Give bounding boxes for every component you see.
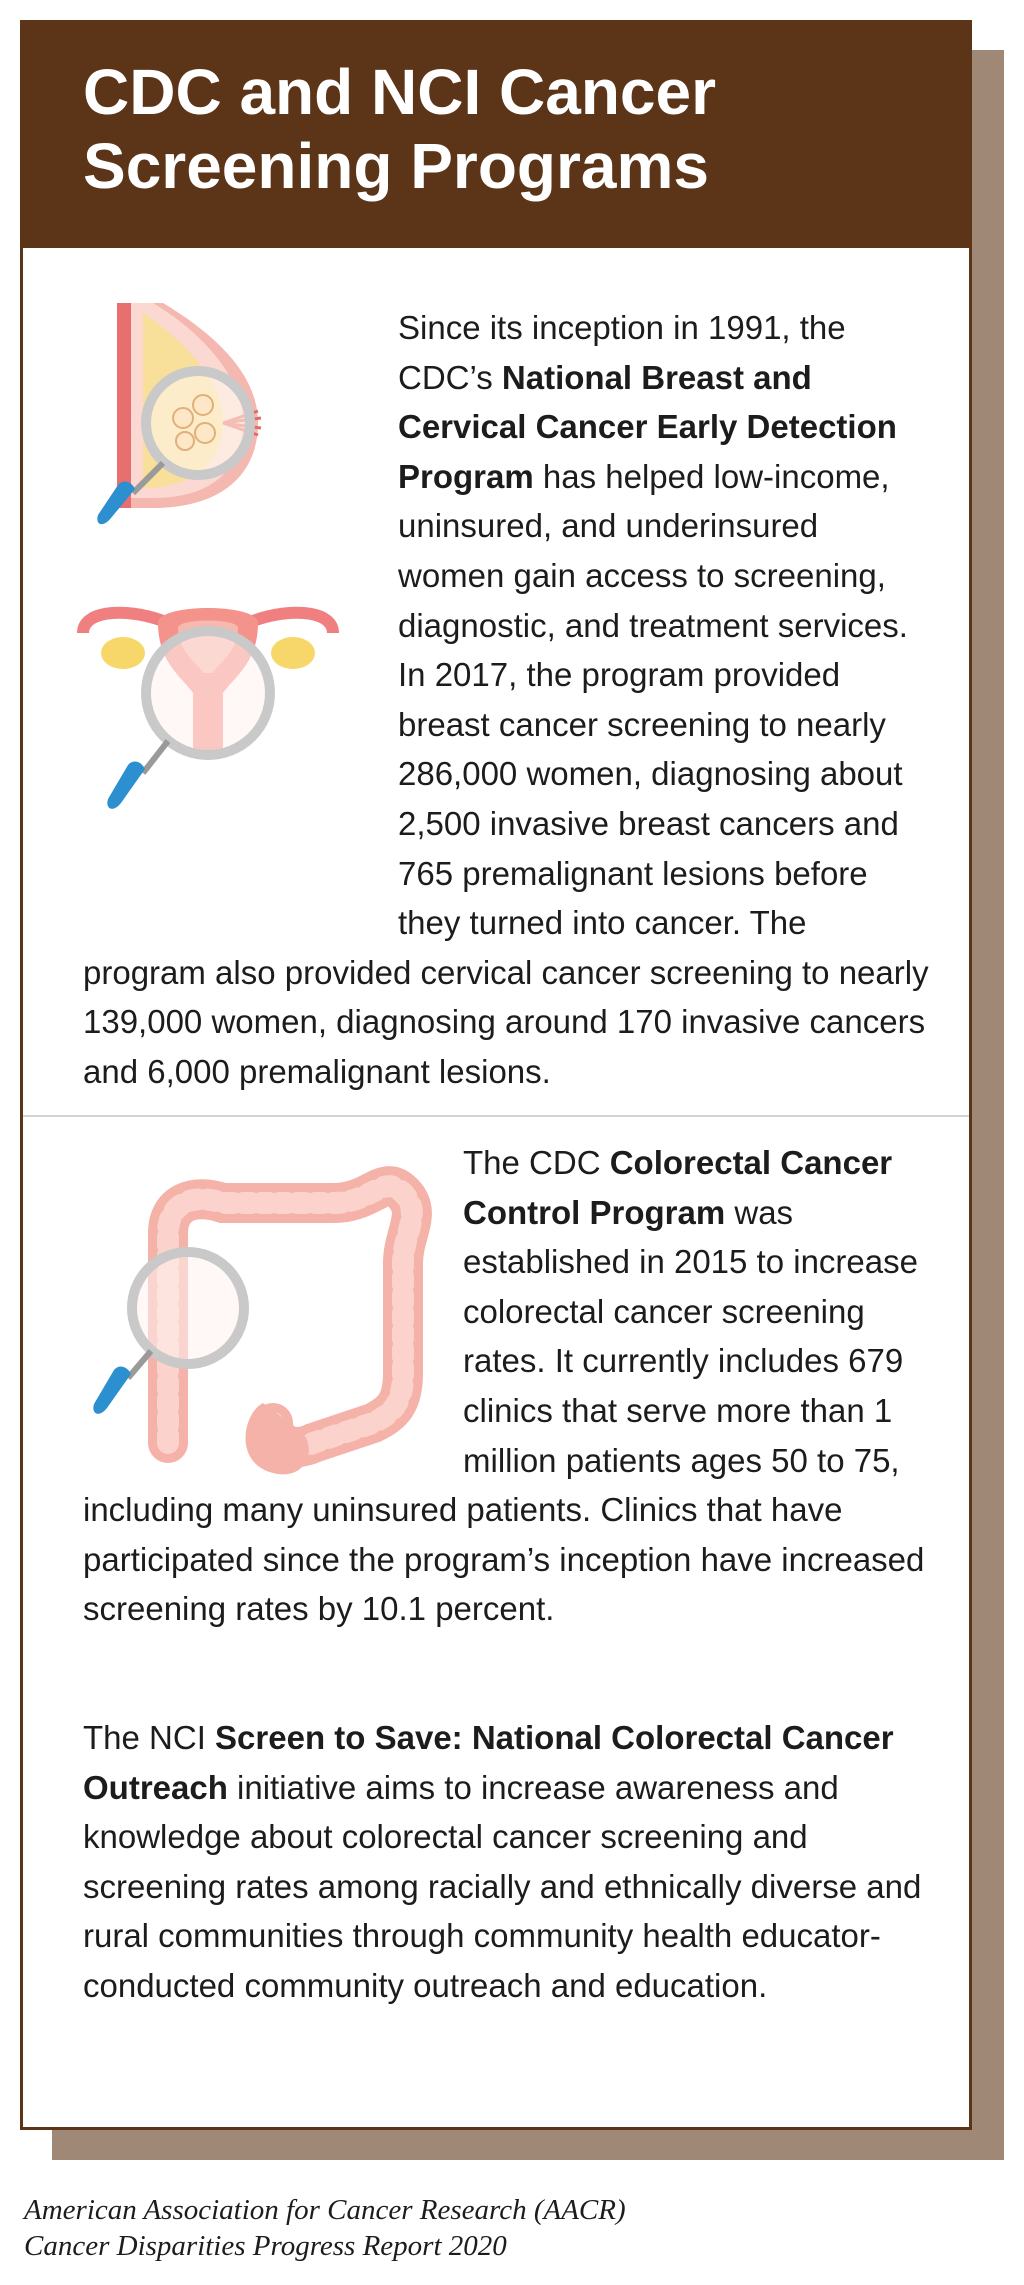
info-card <box>20 20 972 2130</box>
page-title: CDC and NCI Cancer Screening Programs <box>83 56 716 202</box>
card-header <box>23 23 969 248</box>
colorectal-control-paragraph: The CDC Colorectal Cancer Control Program was established in 2015 to increase colorectal cancer screening rates. It currently includes 679 clinics that serve more than 1 million patients ages 50 to 75, including many uninsured patients. Clinics that have participated since the program’s inception have increased screening rates by 10.1 percent. <box>83 1144 925 1628</box>
breast-cervical-text-block <box>83 303 933 1097</box>
screen-to-save-paragraph: The NCI Screen to Save: National Colorectal Cancer Outreach initiative aims to increase awareness and knowledge about colorectal cancer screening and screening rates among racially and ethnically diverse and rural communities through community health educator-conducted community outreach and education. <box>83 1719 922 2004</box>
section-divider <box>23 1115 969 1117</box>
caption-line-1: American Association for Cancer Research (AACR) <box>24 2194 626 2226</box>
screen-to-save-text-block <box>83 1713 933 2011</box>
breast-cervical-section <box>23 248 969 1138</box>
colorectal-program-name: Colorectal Cancer Control Program <box>463 1144 893 1231</box>
colorectal-control-text-block <box>83 1138 933 1634</box>
caption-line-2: Cancer Disparities Progress Report 2020 <box>24 2230 507 2262</box>
breast-cervical-paragraph: Since its inception in 1991, the CDC’s National Breast and Cervical Cancer Early Detection Program has helped low-income, uninsured, and underinsured women gain access to screening, diagnostic, and treatment services. In 2017, the program provided breast cancer screening to nearly 286,000 women, diagnosing about 2,500 invasive breast cancers and 765 premalignant lesions before they turned into cancer. The program also provided cervical cancer screening to nearly 139,000 women, diagnosing around 170 invasive cancers and 6,000 premalignant lesions. <box>83 309 929 1090</box>
breast-cervical-program-name: National Breast and Cervical Cancer Early Detection Program <box>398 358 897 495</box>
source-caption <box>24 2192 626 2264</box>
screen-to-save-program-name: Screen to Save: National Colorectal Cancer Outreach <box>83 1719 894 1806</box>
